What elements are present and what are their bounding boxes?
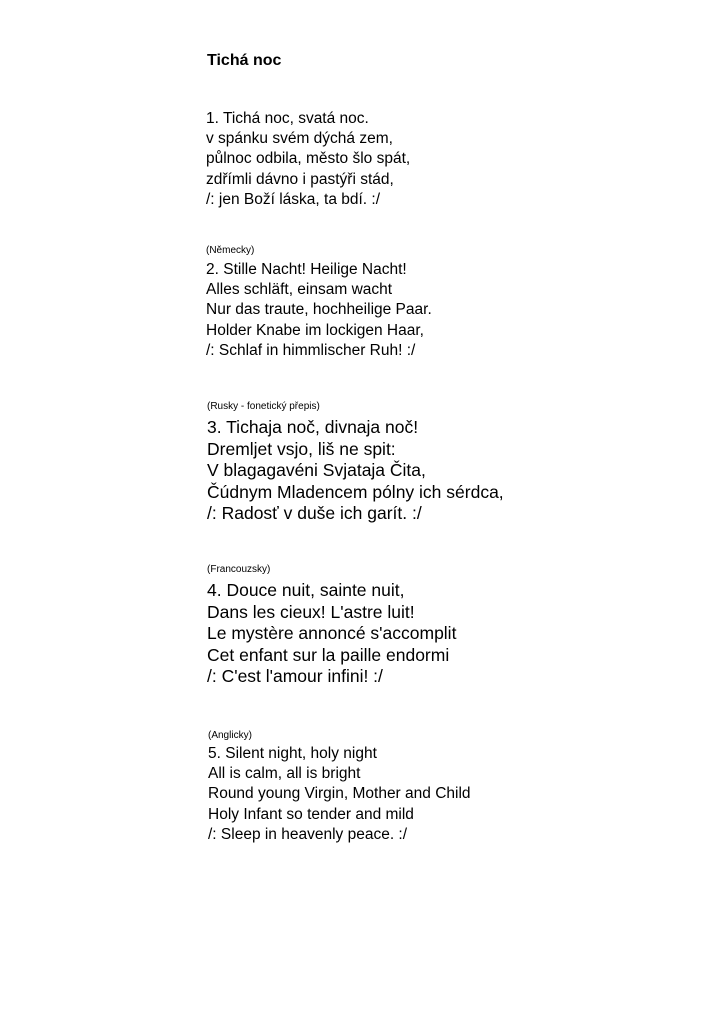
verse-line: Alles schläft, einsam wacht — [206, 281, 393, 299]
verse-line: Nur das traute, hochheilige Paar. — [206, 301, 432, 319]
verse-line: All is calm, all is bright — [208, 765, 361, 783]
verse-line: Holy Infant so tender and mild — [208, 805, 414, 823]
verse-line: Cet enfant sur la paille endormi — [207, 644, 450, 665]
verse-3-russian — [207, 401, 504, 525]
verse-5-english — [208, 730, 471, 845]
verse-line: /: jen Boží láska, ta bdí. :/ — [206, 190, 381, 208]
verse-line: Holder Knabe im lockigen Haar, — [206, 321, 424, 339]
verse-2-german — [206, 245, 432, 361]
verse-line: zdřímli dávno i pastýři stád, — [206, 170, 394, 188]
language-note: (Anglicky) — [208, 730, 252, 741]
verse-line: Dans les cieux! L'astre luit! — [207, 601, 415, 622]
verse-line: /: Sleep in heavenly peace. :/ — [208, 825, 408, 843]
language-note: (Francouzsky) — [207, 564, 271, 575]
document-title: Tichá noc — [207, 52, 282, 69]
verse-line: 2. Stille Nacht! Heilige Nacht! — [206, 261, 407, 278]
verse-line: V blagagavéni Svjataja Čita, — [207, 460, 426, 480]
verse-line: /: Radosť v duše ich garít. :/ — [207, 503, 422, 523]
verse-line: /: Schlaf in himmlischer Ruh! :/ — [206, 341, 416, 359]
verse-1-czech — [206, 109, 410, 210]
language-note: (Rusky - fonetický přepis) — [207, 401, 320, 412]
verse-line: /: C'est l'amour infini! :/ — [207, 666, 383, 686]
verse-line: Round young Virgin, Mother and Child — [208, 785, 471, 803]
verse-line: půlnoc odbila, město šlo spát, — [206, 150, 411, 168]
verse-4-french — [207, 564, 456, 688]
verse-line: Dremljet vsjo, liš ne spit: — [207, 438, 396, 459]
verse-line: Čúdnym Mladencem pólny ich sérdca, — [207, 481, 504, 502]
language-note: (Německy) — [206, 245, 255, 256]
verse-line: v spánku svém dýchá zem, — [206, 130, 393, 148]
verse-line: Le mystère annoncé s'accomplit — [207, 623, 457, 643]
verse-line: 4. Douce nuit, sainte nuit, — [207, 580, 405, 600]
verse-line: 1. Tichá noc, svatá noc. — [206, 110, 369, 127]
verse-line: 5. Silent night, holy night — [208, 745, 377, 762]
verse-line: 3. Tichaja noč, divnaja noč! — [207, 417, 419, 437]
